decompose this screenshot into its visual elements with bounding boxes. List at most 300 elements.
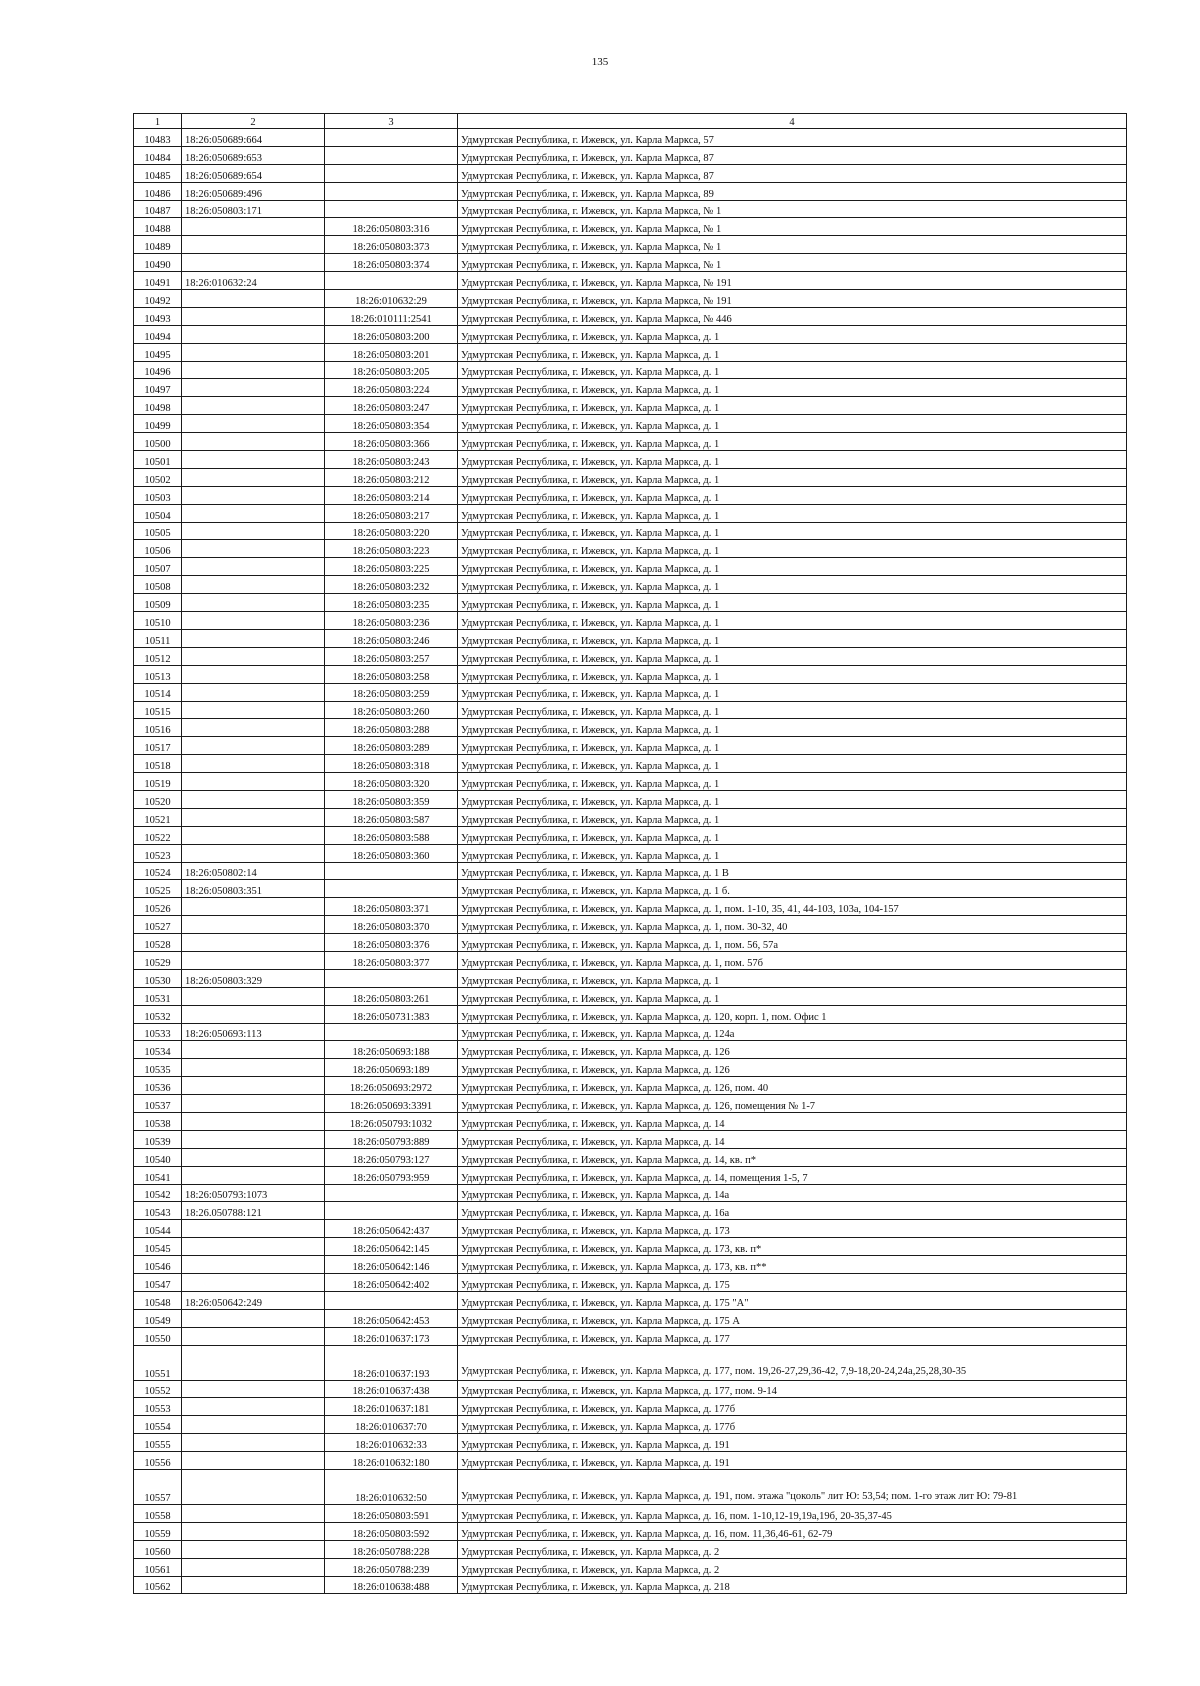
cadastral-number-col3: 18:26:050642:437 (325, 1220, 458, 1238)
address-cell: Удмуртская Республика, г. Ижевск, ул. Карла Маркса, д. 1 б. (458, 880, 1127, 898)
table-row (134, 612, 1127, 630)
address-cell: Удмуртская Республика, г. Ижевск, ул. Карла Маркса, д. 1 (458, 790, 1127, 808)
cadastral-number-col2 (182, 218, 325, 236)
row-number: 10539 (134, 1130, 182, 1148)
table-row (134, 397, 1127, 415)
row-number: 10536 (134, 1077, 182, 1095)
row-number: 10495 (134, 343, 182, 361)
table-row (134, 129, 1127, 147)
cadastral-number-col3: 18:26:050803:374 (325, 254, 458, 272)
cadastral-number-col3: 18:26:050803:223 (325, 540, 458, 558)
row-number: 10491 (134, 272, 182, 290)
address-cell: Удмуртская Республика, г. Ижевск, ул. Карла Маркса, д. 14, помещения 1-5, 7 (458, 1166, 1127, 1184)
address-cell: Удмуртская Республика, г. Ижевск, ул. Карла Маркса, д. 1 (458, 612, 1127, 630)
row-number: 10486 (134, 182, 182, 200)
cadastral-number-col3: 18:26:050803:371 (325, 898, 458, 916)
table-body (134, 129, 1127, 1594)
row-number: 10543 (134, 1202, 182, 1220)
cadastral-number-col3 (325, 200, 458, 218)
cadastral-number-col3: 18:26:050803:258 (325, 665, 458, 683)
row-number: 10532 (134, 1005, 182, 1023)
cadastral-number-col2 (182, 1522, 325, 1540)
address-cell: Удмуртская Республика, г. Ижевск, ул. Карла Маркса, д. 177 (458, 1327, 1127, 1345)
row-number: 10496 (134, 361, 182, 379)
header-col-2: 2 (182, 114, 325, 129)
table-row (134, 164, 1127, 182)
address-cell: Удмуртская Республика, г. Ижевск, ул. Карла Маркса, д. 126 (458, 1041, 1127, 1059)
address-cell: Удмуртская Республика, г. Ижевск, ул. Карла Маркса, д. 126, пом. 40 (458, 1077, 1127, 1095)
row-number: 10547 (134, 1274, 182, 1292)
cadastral-number-col3: 18:26:050803:246 (325, 629, 458, 647)
table-row (134, 558, 1127, 576)
cadastral-number-col3: 18:26:010637:181 (325, 1398, 458, 1416)
cadastral-number-col2 (182, 683, 325, 701)
row-number: 10549 (134, 1309, 182, 1327)
table-row (134, 844, 1127, 862)
cadastral-number-col3: 18:26:050793:889 (325, 1130, 458, 1148)
cadastral-number-col2 (182, 236, 325, 254)
row-number: 10540 (134, 1148, 182, 1166)
header-col-1: 1 (134, 114, 182, 129)
address-cell: Удмуртская Республика, г. Ижевск, ул. Карла Маркса, д. 1 (458, 773, 1127, 791)
cadastral-number-col2 (182, 468, 325, 486)
cadastral-number-col3: 18:26:050803:288 (325, 719, 458, 737)
cadastral-number-col2 (182, 916, 325, 934)
cadastral-number-col3: 18:26:050803:225 (325, 558, 458, 576)
address-cell: Удмуртская Республика, г. Ижевск, ул. Карла Маркса, д. 14 (458, 1112, 1127, 1130)
address-cell: Удмуртская Республика, г. Ижевск, ул. Карла Маркса, д. 124а (458, 1023, 1127, 1041)
table-row (134, 1077, 1127, 1095)
table-row (134, 1220, 1127, 1238)
row-number: 10548 (134, 1291, 182, 1309)
cadastral-number-col2 (182, 1416, 325, 1434)
cadastral-number-col2 (182, 1505, 325, 1523)
table-row (134, 1256, 1127, 1274)
cadastral-number-col2 (182, 1005, 325, 1023)
table-row (134, 272, 1127, 290)
table-row (134, 1345, 1127, 1380)
row-number: 10483 (134, 129, 182, 147)
cadastral-number-col3 (325, 880, 458, 898)
address-cell: Удмуртская Республика, г. Ижевск, ул. Карла Маркса, д. 1 (458, 522, 1127, 540)
address-cell: Удмуртская Республика, г. Ижевск, ул. Карла Маркса, д. 126, помещения № 1-7 (458, 1095, 1127, 1113)
cadastral-number-col3 (325, 1291, 458, 1309)
cadastral-number-col3: 18:26:050693:189 (325, 1059, 458, 1077)
cadastral-number-col2: 18:26.050788:121 (182, 1202, 325, 1220)
cadastral-number-col3: 18:26:050803:289 (325, 737, 458, 755)
table-row (134, 1558, 1127, 1576)
cadastral-number-col2 (182, 1434, 325, 1452)
cadastral-number-col2: 18:26:010632:24 (182, 272, 325, 290)
cadastral-number-col2 (182, 594, 325, 612)
address-cell: Удмуртская Республика, г. Ижевск, ул. Карла Маркса, д. 2 (458, 1540, 1127, 1558)
page-number: 135 (591, 56, 609, 68)
row-number: 10522 (134, 826, 182, 844)
cadastral-number-col3: 18:26:050793:1032 (325, 1112, 458, 1130)
cadastral-number-col2 (182, 522, 325, 540)
cadastral-number-col3: 18:26:010638:488 (325, 1576, 458, 1594)
address-cell: Удмуртская Республика, г. Ижевск, ул. Карла Маркса, д. 1 (458, 647, 1127, 665)
cadastral-number-col3: 18:26:010637:70 (325, 1416, 458, 1434)
row-number: 10511 (134, 629, 182, 647)
row-number: 10560 (134, 1540, 182, 1558)
table-row (134, 1540, 1127, 1558)
cadastral-number-col3: 18:26:050731:383 (325, 1005, 458, 1023)
cadastral-number-col2 (182, 415, 325, 433)
table-row (134, 433, 1127, 451)
row-number: 10552 (134, 1380, 182, 1398)
address-cell: Удмуртская Республика, г. Ижевск, ул. Карла Маркса, д. 1 (458, 987, 1127, 1005)
address-cell: Удмуртская Республика, г. Ижевск, ул. Карла Маркса, 87 (458, 164, 1127, 182)
table-row (134, 1291, 1127, 1309)
cadastral-number-col3: 18:26:010632:29 (325, 290, 458, 308)
row-number: 10516 (134, 719, 182, 737)
row-number: 10534 (134, 1041, 182, 1059)
table-row (134, 1470, 1127, 1505)
cadastral-number-col2 (182, 1274, 325, 1292)
row-number: 10523 (134, 844, 182, 862)
table-row (134, 415, 1127, 433)
table-row (134, 916, 1127, 934)
cadastral-number-col2 (182, 1041, 325, 1059)
table-row (134, 826, 1127, 844)
cadastral-number-col2 (182, 665, 325, 683)
table-row (134, 1130, 1127, 1148)
cadastral-number-col2: 18:26:050803:171 (182, 200, 325, 218)
table-row (134, 1184, 1127, 1202)
address-cell: Удмуртская Республика, г. Ижевск, ул. Карла Маркса, д. 14 (458, 1130, 1127, 1148)
row-number: 10530 (134, 969, 182, 987)
cadastral-number-col3: 18:26:050642:145 (325, 1238, 458, 1256)
row-number: 10497 (134, 379, 182, 397)
address-cell: Удмуртская Республика, г. Ижевск, ул. Карла Маркса, д. 177, пом. 19,26-27,29,36-42, 7,9-18,20-24,24а,25,28,30-35 (458, 1345, 1127, 1380)
address-cell: Удмуртская Республика, г. Ижевск, ул. Карла Маркса, д. 191, пом. этажа "цоколь" лит Ю: 53,54; пом. 1-го этаж лит Ю: 79-81 (458, 1470, 1127, 1505)
row-number: 10535 (134, 1059, 182, 1077)
row-number: 10521 (134, 808, 182, 826)
table-row (134, 969, 1127, 987)
address-cell: Удмуртская Республика, г. Ижевск, ул. Карла Маркса, д. 2 (458, 1558, 1127, 1576)
cadastral-number-col3: 18:26:050803:318 (325, 755, 458, 773)
row-number: 10500 (134, 433, 182, 451)
table-row (134, 1059, 1127, 1077)
cadastral-number-col2: 18:26:050689:496 (182, 182, 325, 200)
address-cell: Удмуртская Республика, г. Ижевск, ул. Карла Маркса, д. 1 (458, 665, 1127, 683)
table-row (134, 683, 1127, 701)
table-row (134, 1041, 1127, 1059)
table-row (134, 719, 1127, 737)
row-number: 10556 (134, 1452, 182, 1470)
table-row (134, 1148, 1127, 1166)
table-row (134, 1095, 1127, 1113)
address-cell: Удмуртская Республика, г. Ижевск, ул. Карла Маркса, д. 218 (458, 1576, 1127, 1594)
cadastral-number-col3: 18:26:050803:377 (325, 951, 458, 969)
cadastral-number-col2 (182, 558, 325, 576)
cadastral-number-col2 (182, 701, 325, 719)
cadastral-number-col3: 18:26:050803:247 (325, 397, 458, 415)
table-row (134, 647, 1127, 665)
cadastral-number-col2 (182, 844, 325, 862)
cadastral-number-col2 (182, 379, 325, 397)
address-cell: Удмуртская Республика, г. Ижевск, ул. Карла Маркса, д. 16а (458, 1202, 1127, 1220)
table-row (134, 325, 1127, 343)
row-number: 10508 (134, 576, 182, 594)
row-number: 10546 (134, 1256, 182, 1274)
address-cell: Удмуртская Республика, г. Ижевск, ул. Карла Маркса, № 1 (458, 218, 1127, 236)
cadastral-number-col2 (182, 647, 325, 665)
row-number: 10561 (134, 1558, 182, 1576)
address-cell: Удмуртская Республика, г. Ижевск, ул. Карла Маркса, д. 191 (458, 1452, 1127, 1470)
address-cell: Удмуртская Республика, г. Ижевск, ул. Карла Маркса, № 191 (458, 272, 1127, 290)
cadastral-number-col3: 18:26:050803:236 (325, 612, 458, 630)
cadastral-number-col3: 18:26:050803:588 (325, 826, 458, 844)
cadastral-number-col2 (182, 1309, 325, 1327)
cadastral-number-col3: 18:26:050803:201 (325, 343, 458, 361)
row-number: 10510 (134, 612, 182, 630)
cadastral-number-col3: 18:26:010632:33 (325, 1434, 458, 1452)
table-row (134, 808, 1127, 826)
table-row (134, 773, 1127, 791)
address-cell: Удмуртская Республика, г. Ижевск, ул. Карла Маркса, д. 14а (458, 1184, 1127, 1202)
cadastral-number-col2 (182, 1112, 325, 1130)
cadastral-number-col3: 18:26:010632:180 (325, 1452, 458, 1470)
cadastral-number-col3: 18:26:050642:402 (325, 1274, 458, 1292)
table-row (134, 1238, 1127, 1256)
row-number: 10520 (134, 790, 182, 808)
row-number: 10493 (134, 307, 182, 325)
cadastral-number-col2: 18:26:050793:1073 (182, 1184, 325, 1202)
cadastral-number-col2: 18:26:050693:113 (182, 1023, 325, 1041)
cadastral-number-col3: 18:26:050803:366 (325, 433, 458, 451)
address-cell: Удмуртская Республика, г. Ижевск, ул. Карла Маркса, д. 177б (458, 1398, 1127, 1416)
address-cell: Удмуртская Республика, г. Ижевск, ул. Карла Маркса, д. 1 (458, 540, 1127, 558)
row-number: 10502 (134, 468, 182, 486)
table-row (134, 307, 1127, 325)
cadastral-number-col3: 18:26:050803:235 (325, 594, 458, 612)
address-cell: Удмуртская Республика, г. Ижевск, ул. Карла Маркса, д. 1 (458, 683, 1127, 701)
table-row (134, 862, 1127, 880)
address-cell: Удмуртская Республика, г. Ижевск, ул. Карла Маркса, д. 1, пом. 30-32, 40 (458, 916, 1127, 934)
table-row (134, 1166, 1127, 1184)
cadastral-number-col2: 18:26:050689:654 (182, 164, 325, 182)
cadastral-number-col3 (325, 1184, 458, 1202)
cadastral-number-col3: 18:26:050803:224 (325, 379, 458, 397)
cadastral-number-col2 (182, 486, 325, 504)
table-row (134, 665, 1127, 683)
row-number: 10545 (134, 1238, 182, 1256)
row-number: 10509 (134, 594, 182, 612)
cadastral-number-col2 (182, 719, 325, 737)
table-row (134, 451, 1127, 469)
table-row (134, 1023, 1127, 1041)
cadastral-number-col2 (182, 1558, 325, 1576)
cadastral-number-col3 (325, 969, 458, 987)
cadastral-number-col2 (182, 1220, 325, 1238)
table-row (134, 218, 1127, 236)
address-cell: Удмуртская Республика, г. Ижевск, ул. Карла Маркса, № 1 (458, 254, 1127, 272)
cadastral-number-col3: 18:26:010637:438 (325, 1380, 458, 1398)
table-row (134, 1434, 1127, 1452)
table-row (134, 1327, 1127, 1345)
address-cell: Удмуртская Республика, г. Ижевск, ул. Карла Маркса, д. 1 (458, 379, 1127, 397)
cadastral-number-col3: 18:26:050803:214 (325, 486, 458, 504)
row-number: 10541 (134, 1166, 182, 1184)
cadastral-number-col2 (182, 361, 325, 379)
cadastral-number-col2 (182, 254, 325, 272)
cadastral-number-col3: 18:26:010637:173 (325, 1327, 458, 1345)
address-cell: Удмуртская Республика, г. Ижевск, ул. Карла Маркса, д. 1 (458, 415, 1127, 433)
address-cell: Удмуртская Республика, г. Ижевск, ул. Карла Маркса, д. 177б (458, 1416, 1127, 1434)
cadastral-number-col3: 18:26:050642:453 (325, 1309, 458, 1327)
cadastral-number-col3: 18:26:050803:376 (325, 934, 458, 952)
table-row (134, 755, 1127, 773)
cadastral-number-col3: 18:26:050803:261 (325, 987, 458, 1005)
table-row (134, 1576, 1127, 1594)
cadastral-number-col2: 18:26:050689:664 (182, 129, 325, 147)
cadastral-number-col3: 18:26:050793:127 (325, 1148, 458, 1166)
row-number: 10505 (134, 522, 182, 540)
address-cell: Удмуртская Республика, г. Ижевск, ул. Карла Маркса, д. 1 (458, 397, 1127, 415)
row-number: 10528 (134, 934, 182, 952)
row-number: 10562 (134, 1576, 182, 1594)
table-row (134, 522, 1127, 540)
table-row (134, 540, 1127, 558)
cadastral-number-col2: 18:26:050803:329 (182, 969, 325, 987)
row-number: 10489 (134, 236, 182, 254)
address-cell: Удмуртская Республика, г. Ижевск, ул. Карла Маркса, № 191 (458, 290, 1127, 308)
cadastral-number-col2 (182, 1380, 325, 1398)
address-cell: Удмуртская Республика, г. Ижевск, ул. Карла Маркса, д. 175 (458, 1274, 1127, 1292)
table-row (134, 1416, 1127, 1434)
address-cell: Удмуртская Республика, г. Ижевск, ул. Карла Маркса, 89 (458, 182, 1127, 200)
row-number: 10551 (134, 1345, 182, 1380)
cadastral-number-col2: 18:26:050802:14 (182, 862, 325, 880)
cadastral-number-col2: 18:26:050689:653 (182, 146, 325, 164)
table-row (134, 1505, 1127, 1523)
row-number: 10558 (134, 1505, 182, 1523)
row-number: 10526 (134, 898, 182, 916)
row-number: 10544 (134, 1220, 182, 1238)
address-cell: Удмуртская Республика, г. Ижевск, ул. Карла Маркса, д. 1 (458, 504, 1127, 522)
row-number: 10484 (134, 146, 182, 164)
cadastral-number-col2 (182, 737, 325, 755)
table-row (134, 468, 1127, 486)
cadastral-number-col3: 18:26:010111:2541 (325, 307, 458, 325)
address-cell: Удмуртская Республика, г. Ижевск, ул. Карла Маркса, д. 1 (458, 486, 1127, 504)
cadastral-number-col3: 18:26:050803:370 (325, 916, 458, 934)
header-row (134, 114, 1127, 129)
cadastral-number-col3: 18:26:010632:50 (325, 1470, 458, 1505)
row-number: 10506 (134, 540, 182, 558)
address-cell: Удмуртская Республика, г. Ижевск, ул. Карла Маркса, д. 120, корп. 1, пом. Офис 1 (458, 1005, 1127, 1023)
cadastral-number-col3 (325, 164, 458, 182)
cadastral-number-col3: 18:26:050642:146 (325, 1256, 458, 1274)
table-row (134, 290, 1127, 308)
row-number: 10527 (134, 916, 182, 934)
table-row (134, 1005, 1127, 1023)
cadastral-number-col3: 18:26:050803:200 (325, 325, 458, 343)
table-row (134, 182, 1127, 200)
cadastral-number-col3: 18:26:050803:373 (325, 236, 458, 254)
cadastral-number-col2 (182, 1166, 325, 1184)
cadastral-number-col2 (182, 397, 325, 415)
row-number: 10542 (134, 1184, 182, 1202)
row-number: 10492 (134, 290, 182, 308)
row-number: 10537 (134, 1095, 182, 1113)
cadastral-number-col3: 18:26:050788:239 (325, 1558, 458, 1576)
table-row (134, 361, 1127, 379)
address-cell: Удмуртская Республика, г. Ижевск, ул. Карла Маркса, д. 175 "А" (458, 1291, 1127, 1309)
table-row (134, 898, 1127, 916)
table-row (134, 576, 1127, 594)
cadastral-number-col2 (182, 790, 325, 808)
cadastral-number-col2 (182, 1130, 325, 1148)
address-cell: Удмуртская Республика, г. Ижевск, ул. Карла Маркса, д. 173, кв. п** (458, 1256, 1127, 1274)
table-row (134, 987, 1127, 1005)
row-number: 10555 (134, 1434, 182, 1452)
row-number: 10557 (134, 1470, 182, 1505)
address-cell: Удмуртская Республика, г. Ижевск, ул. Карла Маркса, д. 1 (458, 451, 1127, 469)
cadastral-number-col2 (182, 934, 325, 952)
cadastral-number-col3: 18:26:050803:260 (325, 701, 458, 719)
row-number: 10529 (134, 951, 182, 969)
cadastral-number-col3: 18:26:050693:3391 (325, 1095, 458, 1113)
header-col-4: 4 (458, 114, 1127, 129)
cadastral-number-col2 (182, 1576, 325, 1594)
cadastral-number-col2 (182, 1398, 325, 1416)
cadastral-number-col2: 18:26:050803:351 (182, 880, 325, 898)
row-number: 10512 (134, 647, 182, 665)
address-cell: Удмуртская Республика, г. Ижевск, ул. Карла Маркса, д. 16, пом. 1-10,12-19,19а,19б, 20-35,37-45 (458, 1505, 1127, 1523)
address-cell: Удмуртская Республика, г. Ижевск, ул. Карла Маркса, д. 1 (458, 755, 1127, 773)
address-cell: Удмуртская Республика, г. Ижевск, ул. Карла Маркса, д. 1 (458, 737, 1127, 755)
address-cell: Удмуртская Республика, г. Ижевск, ул. Карла Маркса, д. 1 (458, 576, 1127, 594)
address-cell: Удмуртская Республика, г. Ижевск, ул. Карла Маркса, 57 (458, 129, 1127, 147)
row-number: 10503 (134, 486, 182, 504)
address-cell: Удмуртская Республика, г. Ижевск, ул. Карла Маркса, д. 1 (458, 343, 1127, 361)
address-cell: Удмуртская Республика, г. Ижевск, ул. Карла Маркса, д. 1 (458, 719, 1127, 737)
table-row (134, 737, 1127, 755)
cadastral-number-col2: 18:26:050642:249 (182, 1291, 325, 1309)
cadastral-number-col2 (182, 433, 325, 451)
cadastral-number-col3 (325, 182, 458, 200)
table-row (134, 254, 1127, 272)
cadastral-number-col3: 18:26:050803:212 (325, 468, 458, 486)
row-number: 10550 (134, 1327, 182, 1345)
table-row (134, 1309, 1127, 1327)
address-cell: Удмуртская Республика, г. Ижевск, ул. Карла Маркса, д. 1, пом. 56, 57а (458, 934, 1127, 952)
address-cell: Удмуртская Республика, г. Ижевск, ул. Карла Маркса, д. 1 (458, 844, 1127, 862)
cadastral-number-col2 (182, 808, 325, 826)
cadastral-number-col3: 18:26:050693:188 (325, 1041, 458, 1059)
table-row (134, 379, 1127, 397)
address-cell: Удмуртская Республика, г. Ижевск, ул. Карла Маркса, д. 1 (458, 558, 1127, 576)
row-number: 10518 (134, 755, 182, 773)
cadastral-number-col2 (182, 504, 325, 522)
cadastral-number-col2 (182, 343, 325, 361)
cadastral-number-col2 (182, 451, 325, 469)
address-cell: Удмуртская Республика, г. Ижевск, ул. Карла Маркса, д. 1 (458, 468, 1127, 486)
cadastral-number-col2 (182, 1238, 325, 1256)
row-number: 10488 (134, 218, 182, 236)
cadastral-number-col3: 18:26:050803:232 (325, 576, 458, 594)
address-cell: Удмуртская Республика, г. Ижевск, ул. Карла Маркса, д. 177, пом. 9-14 (458, 1380, 1127, 1398)
address-cell: Удмуртская Республика, г. Ижевск, ул. Карла Маркса, д. 175 А (458, 1309, 1127, 1327)
address-cell: Удмуртская Республика, г. Ижевск, ул. Карла Маркса, д. 173 (458, 1220, 1127, 1238)
table-row (134, 343, 1127, 361)
table-row (134, 236, 1127, 254)
address-cell: Удмуртская Республика, г. Ижевск, ул. Карла Маркса, 87 (458, 146, 1127, 164)
address-cell: Удмуртская Республика, г. Ижевск, ул. Карла Маркса, д. 1, пом. 1-10, 35, 41, 44-103, 103а, 104-157 (458, 898, 1127, 916)
